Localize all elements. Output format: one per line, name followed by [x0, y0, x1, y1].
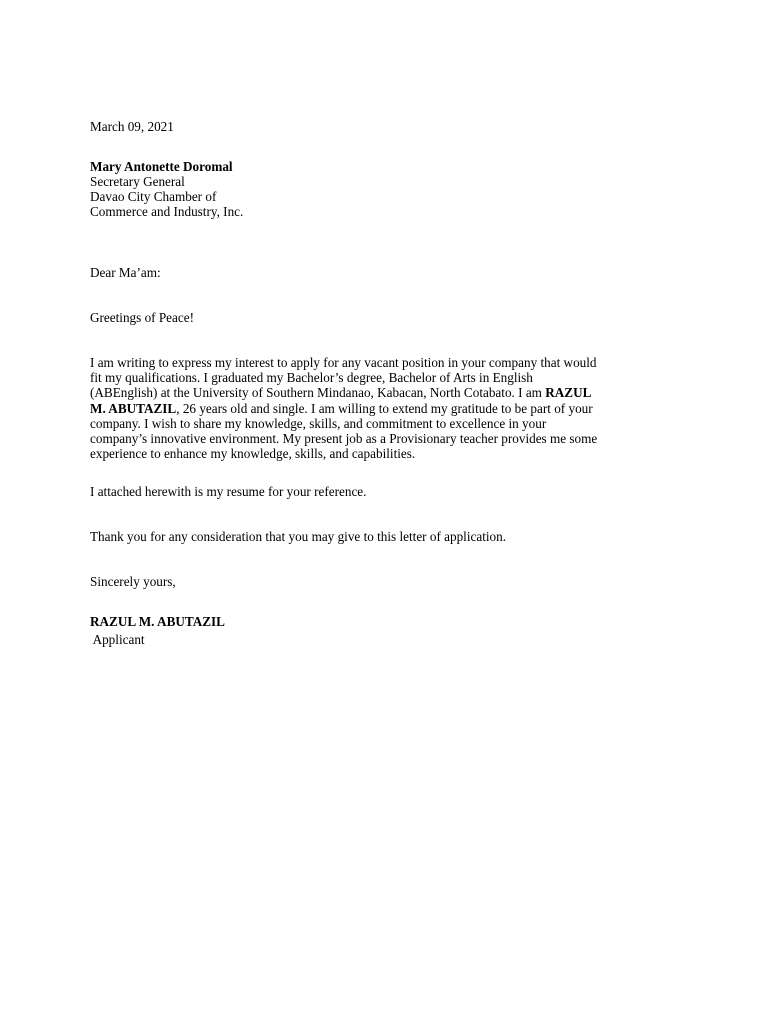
- recipient-name: Mary Antonette Doromal: [90, 159, 233, 174]
- applicant-name-inline: RAZUL: [545, 385, 592, 401]
- salutation: Dear Ma’am:: [90, 265, 161, 280]
- body-line: [90, 401, 690, 416]
- recipient-org-line2: Commerce and Industry, Inc.: [90, 204, 244, 219]
- greeting: Greetings of Peace!: [90, 310, 194, 325]
- body-paragraph: [90, 355, 690, 461]
- body-line: fit my qualifications. I graduated my Bachelor’s degree, Bachelor of Arts in English: [90, 370, 533, 386]
- recipient-title: Secretary General: [90, 174, 185, 189]
- recipient-org-line1: Davao City Chamber of: [90, 189, 217, 204]
- body-line: I am writing to express my interest to apply for any vacant position in your company that would: [90, 355, 597, 370]
- letter-date: March 09, 2021: [90, 119, 174, 134]
- thanks-line: Thank you for any consideration that you may give to this letter of application.: [90, 529, 507, 544]
- body-line: company. I wish to share my knowledge, skills, and commitment to excellence in your: [90, 415, 547, 431]
- body-text: , 26 years old and single. I am willing to extend my gratitude to be part of your: [176, 400, 593, 416]
- body-text: (ABEnglish) at the University of Southern Mindanao, Kabacan, North Cotabato. I am: [90, 385, 546, 401]
- body-line: experience to enhance my knowledge, skills, and capabilities.: [90, 446, 416, 462]
- applicant-name-inline: M. ABUTAZIL: [90, 400, 177, 416]
- attachment-note: I attached herewith is my resume for your reference.: [90, 484, 367, 499]
- closing: Sincerely yours,: [90, 574, 176, 589]
- signer-title: Applicant: [90, 632, 145, 647]
- body-line: [90, 385, 690, 400]
- signer-name: RAZUL M. ABUTAZIL: [90, 614, 225, 629]
- body-line: company’s innovative environment. My present job as a Provisionary teacher provides me some: [90, 431, 598, 447]
